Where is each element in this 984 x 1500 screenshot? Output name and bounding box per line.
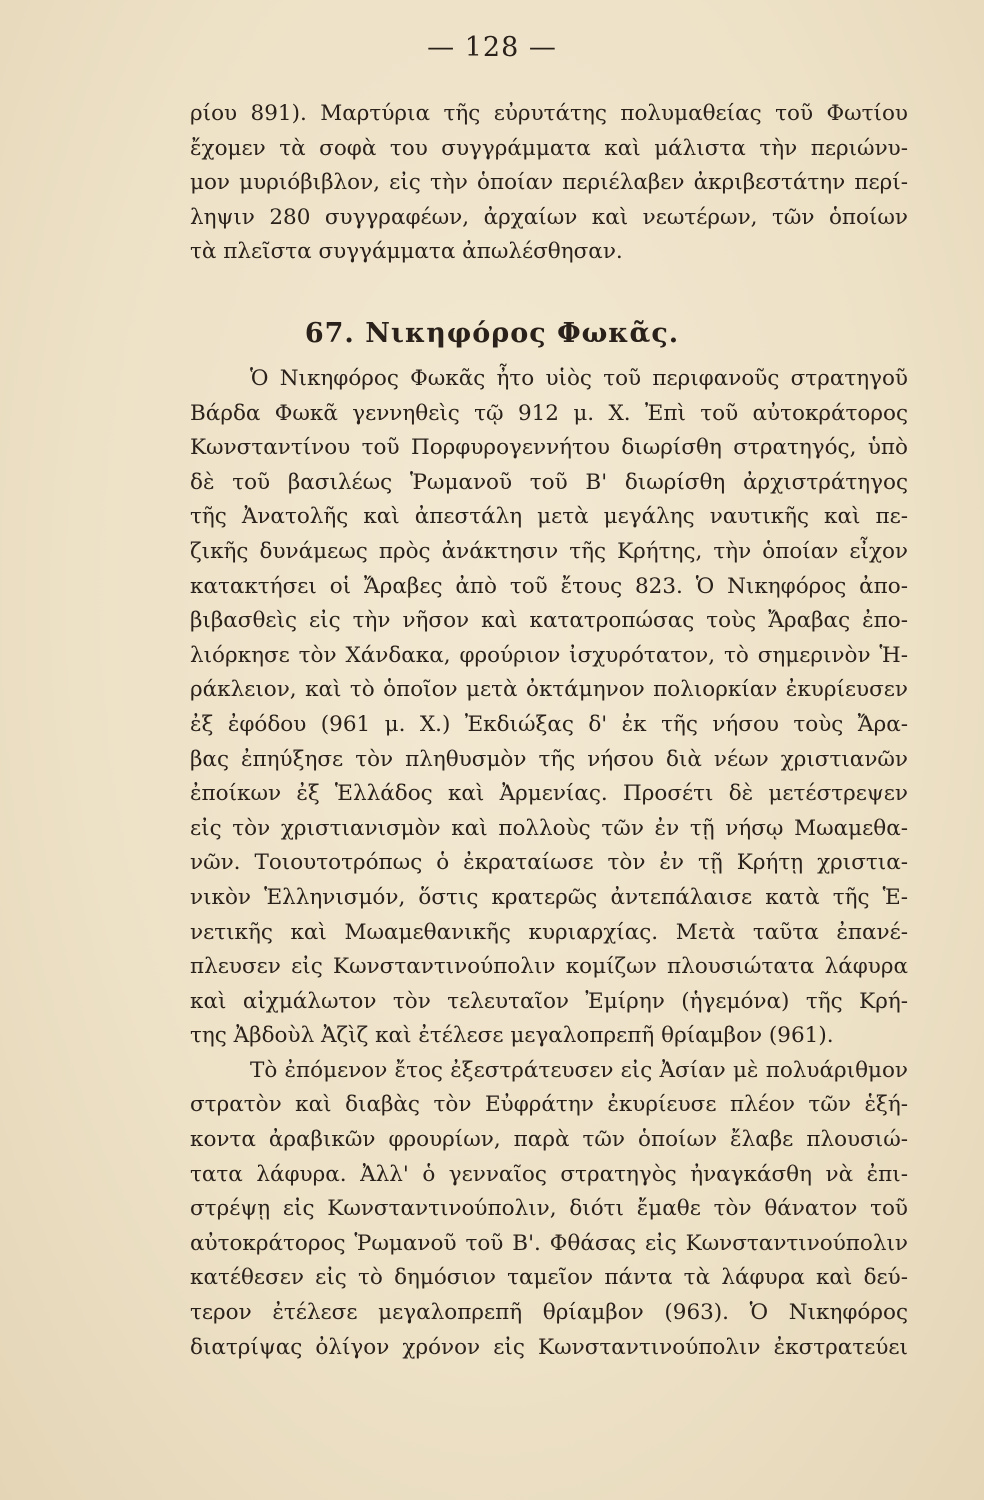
text-line: ζικῆς δυνάμεως πρὸς ἀνάκτησιν τῆς Κρήτης, τὴν ὁποίαν εἶχον	[190, 538, 908, 564]
paragraph-3	[190, 1054, 908, 1365]
text-line: τὰ πλεῖστα συγγάμματα ἀπωλέσθησαν.	[190, 239, 623, 265]
text-line: διατρίψας ὀλίγον χρόνον εἰς Κωνσταντινούπολιν ἐκστρατεύει	[190, 1334, 908, 1360]
text-line: Βάρδα Φωκᾶ γεννηθεὶς τῷ 912 μ. Χ. Ἐπὶ τοῦ αὐτοκράτορος	[190, 400, 908, 426]
text-line: βιβασθεὶς εἰς τὴν νῆσον καὶ κατατροπώσας τοὺς Ἄραβας ἐπο-	[190, 608, 908, 634]
text-line: ἐποίκων ἐξ Ἑλλάδος καὶ Ἀρμενίας. Προσέτι δὲ μετέστρεψεν	[190, 781, 908, 807]
text-line: δὲ τοῦ βασιλέως Ῥωμανοῦ τοῦ Β' διωρίσθη ἀρχιστράτηγος	[190, 469, 908, 495]
text-line: της Ἀβδοὺλ Ἀζὶζ καὶ ἐτέλεσε μεγαλοπρεπῆ θρίαμβον (961).	[190, 1023, 834, 1049]
body-text	[190, 362, 908, 1365]
text-line: τατα λάφυρα. Ἀλλ' ὁ γενναῖος στρατηγὸς ἠναγκάσθη νὰ ἐπι-	[190, 1161, 908, 1187]
text-line: ληψιν 280 συγγραφέων, ἀρχαίων καὶ νεωτέρων, τῶν ὁποίων	[190, 204, 908, 230]
text-line: κοντα ἀραβικῶν φρουρίων, παρὰ τῶν ὁποίων ἔλαβε πλουσιώ-	[190, 1127, 908, 1153]
text-line: καὶ αἰχμάλωτον τὸν τελευταῖον Ἐμίρην (ἡγεμόνα) τῆς Κρή-	[190, 988, 908, 1014]
text-line: ρίου 891). Μαρτύρια τῆς εὐρυτάτης πολυμαθείας τοῦ Φωτίου	[190, 101, 908, 126]
text-line: στρέψῃ εἰς Κωνσταντινούπολιν, διότι ἔμαθε τὸν θάνατον τοῦ	[190, 1196, 908, 1222]
text-line: κατακτήσει οἱ Ἄραβες ἀπὸ τοῦ ἔτους 823. Ὁ Νικηφόρος ἀπο-	[190, 573, 908, 599]
paragraph-1	[190, 97, 908, 270]
paragraph-2	[190, 362, 908, 1054]
text-line: νετικῆς καὶ Μωαμεθανικῆς κυριαρχίας. Μετὰ ταῦτα ἐπανέ-	[190, 919, 908, 945]
text-line: τερον ἐτέλεσε μεγαλοπρεπῆ θρίαμβον (963). Ὁ Νικηφόρος	[190, 1300, 908, 1326]
text-line: νῶν. Τοιουτοτρόπως ὁ ἐκραταίωσε τὸν ἐν τῇ Κρήτῃ χριστια-	[190, 850, 908, 876]
text-line: ἐξ ἐφόδου (961 μ. Χ.) Ἐκδιώξας δ' ἐκ τῆς νήσου τοὺς Ἄρα-	[190, 711, 908, 737]
text-line: Κωνσταντίνου τοῦ Πορφυρογεννήτου διωρίσθη στρατηγός, ὑπὸ	[190, 435, 908, 461]
text-line: λιόρκησε τὸν Χάνδακα, φρούριον ἰσχυρότατον, τὸ σημερινὸν Ἡ-	[190, 642, 908, 668]
text-line: βας ἐπηύξησε τὸν πληθυσμὸν τῆς νήσου διὰ νέων χριστιανῶν	[190, 746, 908, 772]
text-line: νικὸν Ἑλληνισμόν, ὅστις κρατερῶς ἀντεπάλαισε κατὰ τῆς Ἑ-	[190, 884, 908, 910]
text-line: στρατὸν καὶ διαβὰς τὸν Εὐφράτην ἐκυρίευσε πλέον τῶν ἑξή-	[190, 1092, 908, 1118]
text-line: Τὸ ἐπόμενον ἔτος ἐξεστράτευσεν εἰς Ἀσίαν μὲ πολυάριθμον	[250, 1057, 908, 1083]
text-line: κατέθεσεν εἰς τὸ δημόσιον ταμεῖον πάντα τὰ λάφυρα καὶ δεύ-	[190, 1265, 908, 1291]
text-line: μον μυριόβιβλον, εἰς τὴν ὁποίαν περιέλαβεν ἀκριβεστάτην περί-	[190, 170, 908, 196]
text-line: ἔχομεν τὰ σοφὰ του συγγράμματα καὶ μάλιστα τὴν περιώνυ-	[190, 135, 908, 161]
text-line: Ὁ Νικηφόρος Φωκᾶς ἦτο υἱὸς τοῦ περιφανοῦς στρατηγοῦ	[250, 366, 908, 391]
section-heading: 67. Νικηφόρος Φωκᾶς.	[304, 318, 680, 349]
text-line: εἰς τὸν χριστιανισμὸν καὶ πολλοὺς τῶν ἐν τῇ νήσῳ Μωαμεθα-	[190, 815, 908, 841]
page-number: — 128 —	[427, 32, 557, 63]
text-line: τῆς Ἀνατολῆς καὶ ἀπεστάλη μετὰ μεγάλης ναυτικῆς καὶ πε-	[190, 504, 908, 530]
text-line: πλευσεν εἰς Κωνσταντινούπολιν κομίζων πλουσιώτατα λάφυρα	[190, 954, 908, 980]
text-line: ράκλειον, καὶ τὸ ὁποῖον μετὰ ὀκτάμηνον πολιορκίαν ἐκυρίευσεν	[190, 677, 908, 703]
text-line: αὐτοκράτορος Ῥωμανοῦ τοῦ Β'. Φθάσας εἰς Κωνσταντινούπολιν	[190, 1230, 908, 1256]
